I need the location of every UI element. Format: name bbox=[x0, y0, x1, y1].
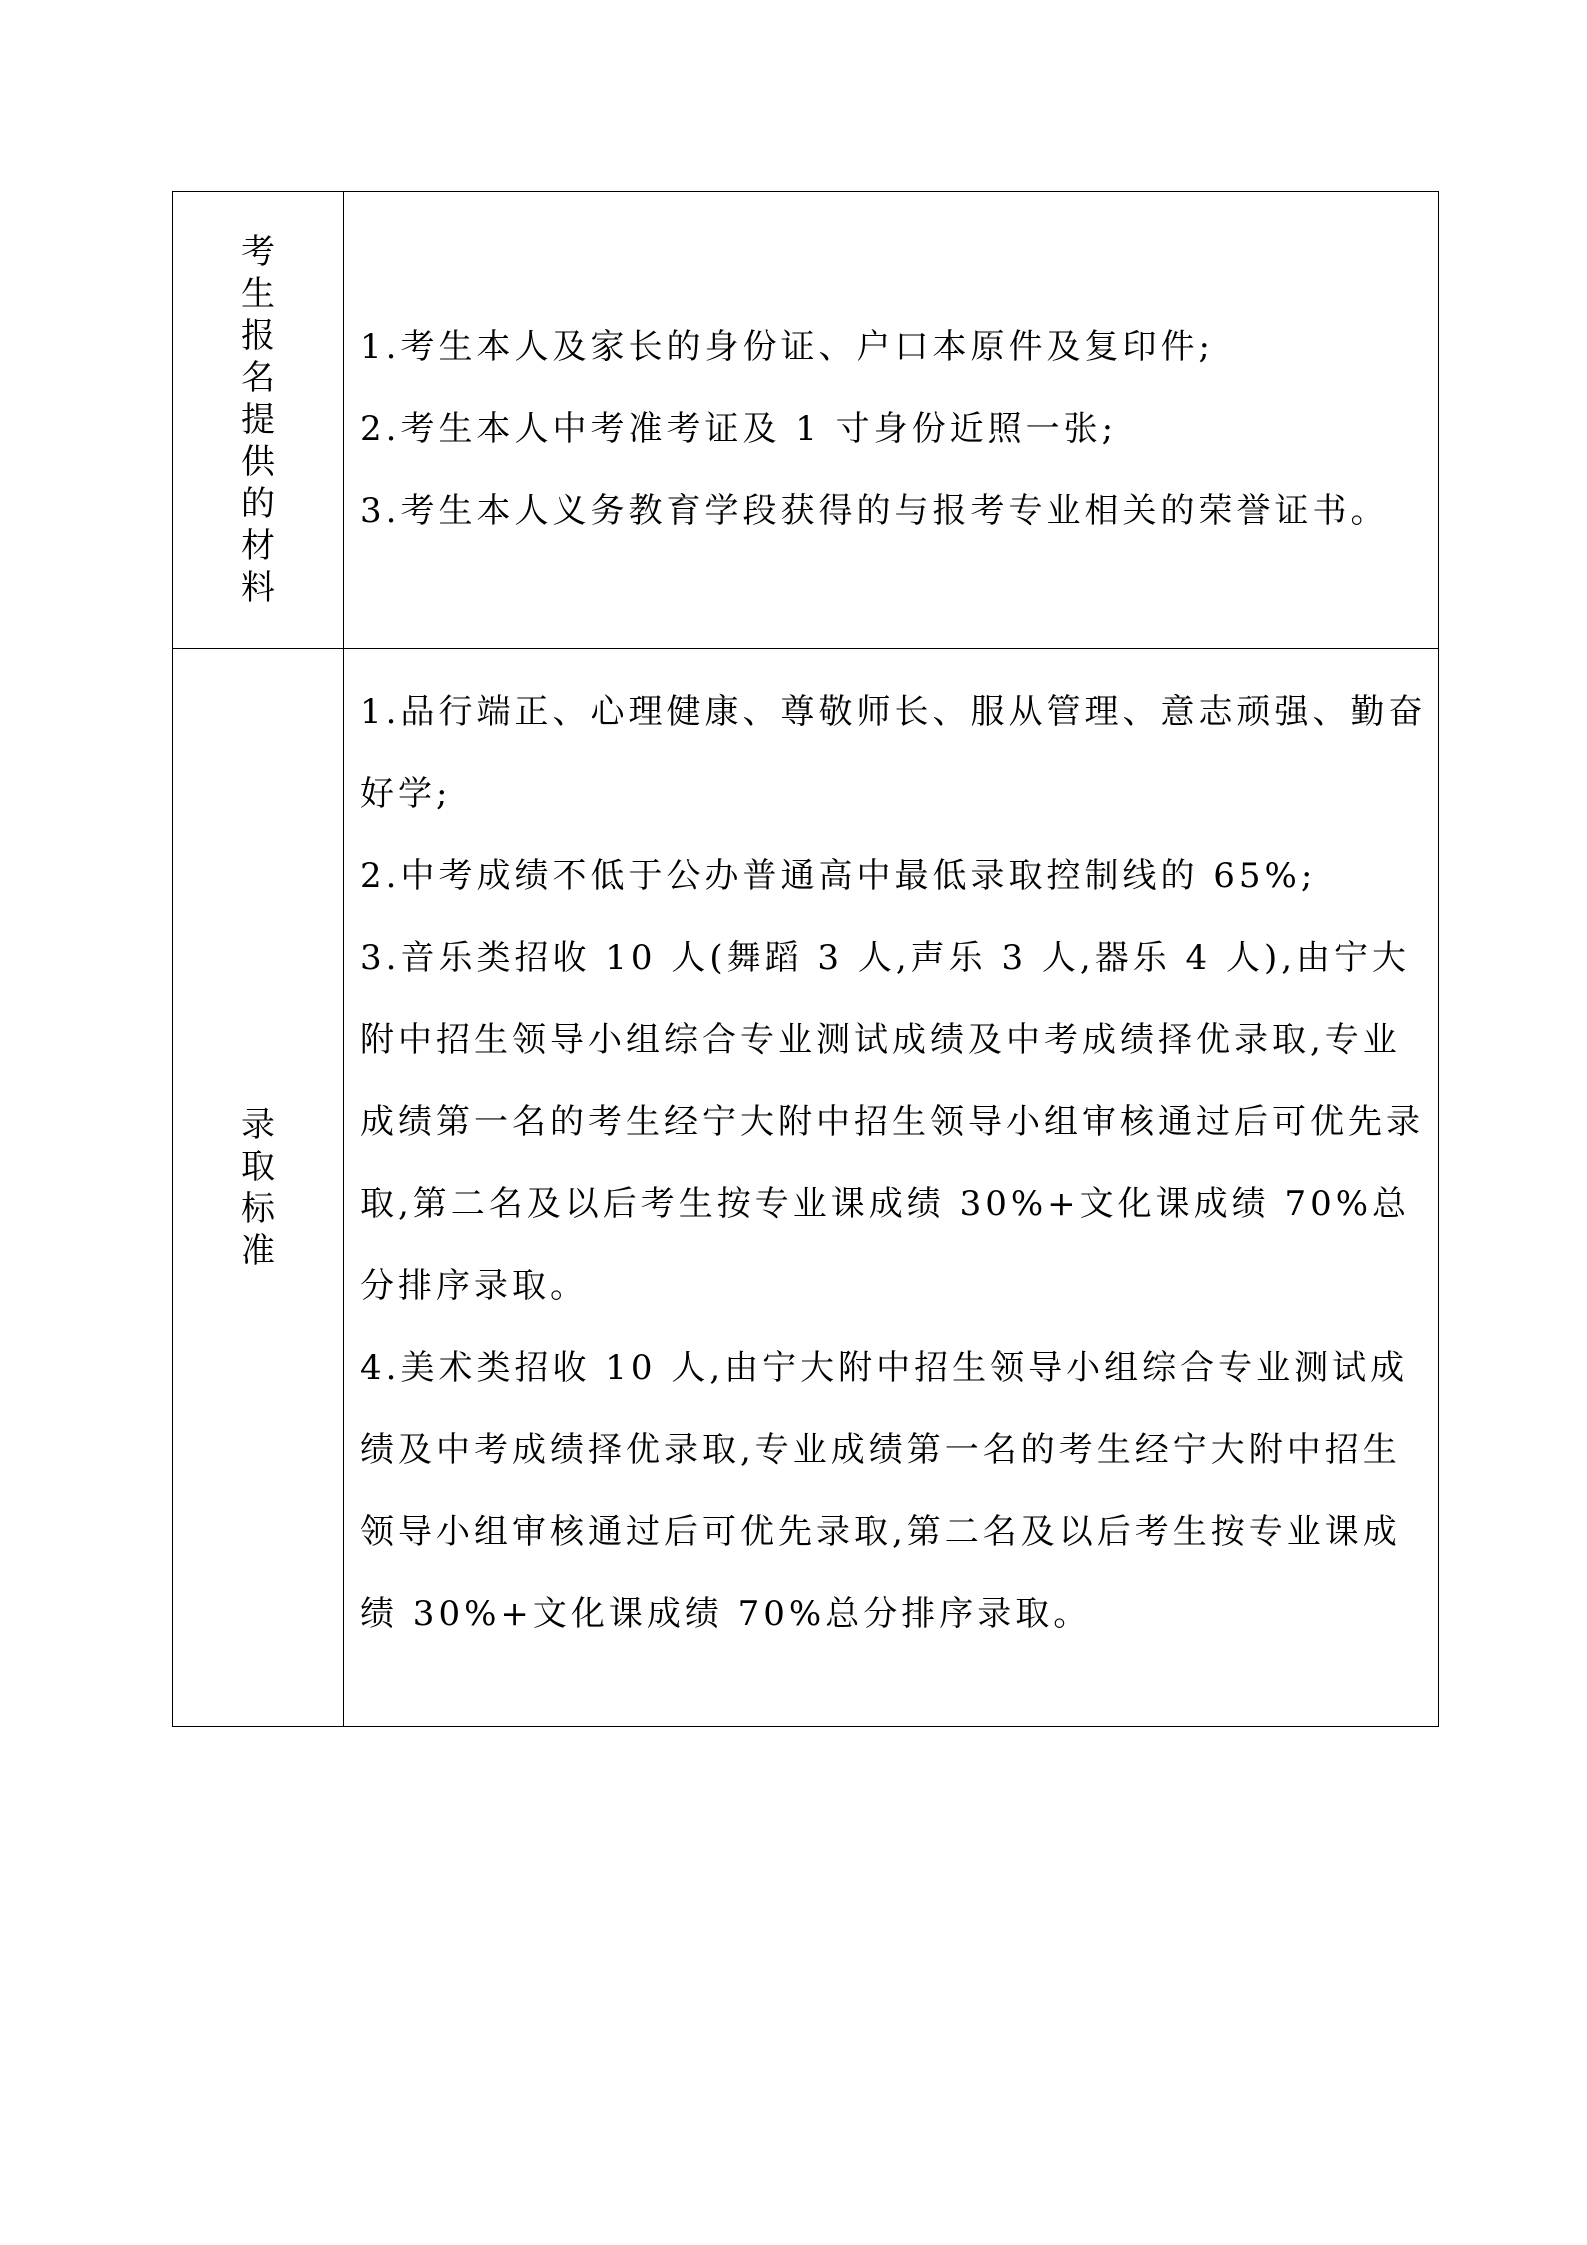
label-cell-materials bbox=[173, 192, 344, 649]
criteria-list bbox=[344, 671, 1438, 1705]
list-item: 4.美术类招收 10 人,由宁大附中招生领导小组综合专业测试成绩及中考成绩择优录取,专业成绩第一名的考生经宁大附中招生领导小组审核通过后可优先录取,第二名及以后考生按专业课成绩 30%+文化课成绩 70%总分排序录取。 bbox=[360, 1347, 1409, 1634]
list-item: 1.考生本人及家长的身份证、户口本原件及复印件; bbox=[360, 327, 1214, 367]
table-row-criteria bbox=[173, 649, 1439, 1727]
content-cell-criteria bbox=[344, 649, 1439, 1727]
requirements-table bbox=[172, 191, 1439, 1727]
row-label-criteria: 录取标准 bbox=[241, 1104, 275, 1271]
label-cell-criteria bbox=[173, 649, 344, 1727]
content-cell-materials bbox=[344, 192, 1439, 649]
materials-list bbox=[344, 288, 1438, 552]
table-row-materials bbox=[173, 192, 1439, 649]
list-item: 2.中考成绩不低于公办普通高中最低录取控制线的 65%; bbox=[360, 855, 1317, 896]
row-label-materials: 考生报名提供的材料 bbox=[241, 232, 275, 608]
list-item: 1.品行端正、心理健康、尊敬师长、服从管理、意志顽强、勤奋好学; bbox=[360, 691, 1427, 814]
list-item: 2.考生本人中考准考证及 1 寸身份近照一张; bbox=[360, 409, 1118, 449]
list-item: 3.考生本人义务教育学段获得的与报考专业相关的荣誉证书。 bbox=[360, 491, 1389, 531]
list-item: 3.音乐类招收 10 人(舞蹈 3 人,声乐 3 人,器乐 4 人),由宁大附中招生领导小组综合专业测试成绩及中考成绩择优录取,专业成绩第一名的考生经宁大附中招生领导小组审核通过后可优先录取,第二名及以后考生按专业课成绩 30%+文化课成绩 70%总分排序录取。 bbox=[360, 937, 1424, 1306]
